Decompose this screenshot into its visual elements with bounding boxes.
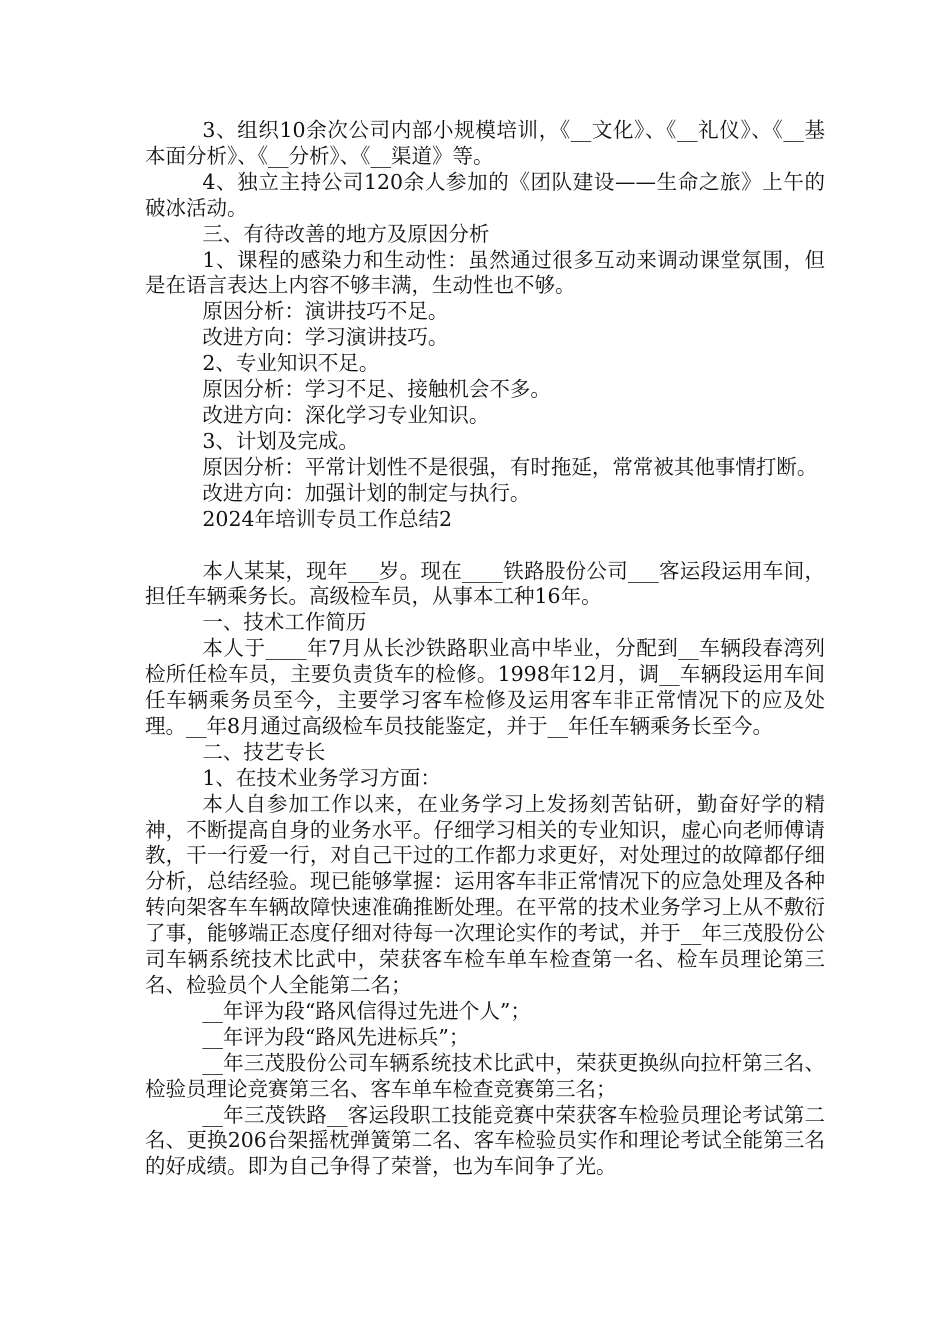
paragraph: 改进方向：加强计划的制定与执行。 (202, 480, 531, 505)
paragraph: 改进方向：深化学习专业知识。 (202, 402, 490, 427)
section-heading: 二、技艺专长 (202, 739, 326, 764)
document-title: 2024年培训专员工作总结2 (202, 506, 453, 531)
section-heading: 三、有待改善的地方及原因分析 (202, 221, 490, 246)
paragraph: __年评为段“路风信得过先进个人”； (202, 998, 531, 1023)
paragraph: 2、专业知识不足。 (202, 351, 380, 376)
paragraph: 1、课程的感染力和生动性：虽然通过很多互动来调动课堂氛围，但是在语言表达上内容不够丰满，生动性也不够。 (145, 247, 825, 298)
section-heading: 一、技术工作简历 (202, 610, 367, 635)
blank-line (145, 533, 825, 559)
paragraph: 3、组织10余次公司内部小规模培训，《__文化》、《__礼仪》、《__基本面分析》、《__分析》、《__渠道》等。 (145, 118, 825, 168)
paragraph: 1、在技术业务学习方面： (202, 765, 441, 790)
paragraph: __年评为段“路风先进标兵”； (202, 1024, 470, 1049)
paragraph: 原因分析：演讲技巧不足。 (202, 299, 449, 324)
paragraph: 原因分析：平常计划性不是很强，有时拖延，常常被其他事情打断。 (202, 454, 818, 479)
paragraph: 本人于____年7月从长沙铁路职业高中毕业，分配到__车辆段春湾列检所任检车员，主要负责货车的检修。1998年12月，调__车辆段运用车间任车辆乘务员至今，主要学习客车检修及运用客车非正常情况下的应及处理。__年8月通过高级检车员技能鉴定，并于__年任车辆乘务长至今。 (145, 636, 825, 738)
paragraph: 本人某某，现年___岁。现在____铁路股份公司___客运段运用车间，担任车辆乘务长。高级检车员，从事本工种16年。 (145, 558, 825, 609)
paragraph: 3、计划及完成。 (202, 428, 359, 453)
paragraph: 本人自参加工作以来，在业务学习上发扬刻苦钻研，勤奋好学的精神，不断提高自身的业务水平。仔细学习相关的专业知识，虚心向老师傅请教，干一行爱一行，对自己干过的工作都力求更好，对处理过的故障都仔细分析，总结经验。现已能够掌握：运用客车非正常情况下的应急处理及各种转向架客车车辆故障快速准确推断处理。在平常的技术业务学习上从不敷衍了事，能够端正态度仔细对待每一次理论实作的考试，并于__年三茂股份公司车辆系统技术比武中，荣获客车检车单车检查第一名、检车员理论第三名、检验员个人全能第二名； (145, 791, 825, 997)
paragraph: 改进方向：学习演讲技巧。 (202, 325, 449, 350)
document-body (145, 118, 825, 1180)
paragraph: __年三茂铁路__客运段职工技能竞赛中荣获客车检验员理论考试第二名、更换206台架摇枕弹簧第二名、客车检验员实作和理论考试全能第三名的好成绩。即为自己争得了荣誉，也为车间争了光。 (145, 1102, 825, 1179)
paragraph: 4、独立主持公司120余人参加的《团队建设——生命之旅》上午的破冰活动。 (145, 169, 825, 220)
paragraph: 原因分析：学习不足、接触机会不多。 (202, 377, 551, 402)
paragraph: __年三茂股份公司车辆系统技术比武中，荣获更换纵向拉杆第三名、检验员理论竞赛第三名、客车单车检查竞赛第三名； (145, 1050, 825, 1101)
